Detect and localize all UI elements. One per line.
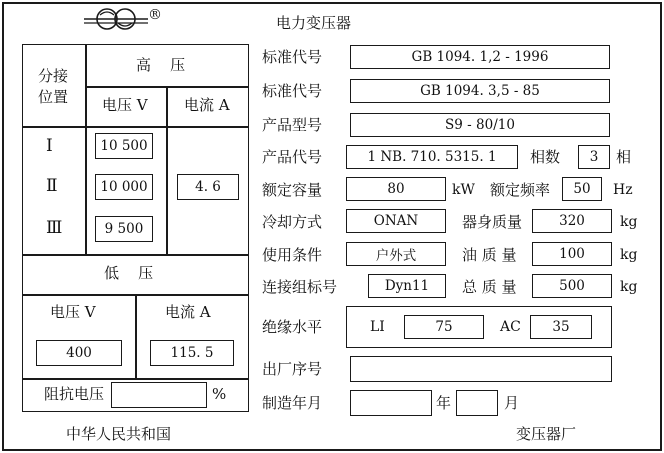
- body-mass-field[interactable]: 320: [532, 209, 612, 233]
- low-current-column-header: 电流 A: [165, 303, 211, 321]
- tap-voltage-3: 9 500: [95, 216, 153, 242]
- oil-mass-label: 油 质 量: [462, 246, 517, 264]
- voltage-column-header: 电压 V: [102, 96, 148, 114]
- product-code-field[interactable]: 1 NB. 710. 5315. 1: [346, 145, 518, 169]
- tap-voltage-1: 10 500: [95, 133, 153, 159]
- rated-capacity-label: 额定容量: [262, 181, 323, 199]
- phase-label: 相数: [530, 148, 561, 166]
- body-mass-label: 器身质量: [462, 213, 523, 231]
- insulation-level-label: 绝缘水平: [262, 318, 323, 336]
- phase-unit: 相: [616, 148, 632, 166]
- current-column-header: 电流 A: [184, 96, 230, 114]
- rated-capacity-unit: kW: [452, 182, 475, 198]
- high-current-value: 4. 6: [177, 174, 239, 200]
- ac-label: AC: [500, 319, 521, 335]
- impedance-unit: %: [212, 385, 227, 403]
- model-field[interactable]: S9 - 80/10: [350, 113, 610, 137]
- tap-position-3: Ⅲ: [46, 218, 63, 238]
- serial-number-label: 出厂序号: [262, 360, 323, 378]
- standard-code-field-1[interactable]: GB 1094. 1,2 - 1996: [350, 45, 610, 69]
- product-code-label: 产品代号: [262, 148, 323, 166]
- rated-frequency-field[interactable]: 50: [562, 177, 602, 201]
- model-label: 产品型号: [262, 116, 323, 134]
- cooling-method-label: 冷却方式: [262, 213, 323, 231]
- connection-group-field[interactable]: Dyn11: [368, 274, 446, 298]
- tap-position-1: Ⅰ: [46, 136, 53, 156]
- impedance-voltage-label: 阻抗电压: [44, 385, 105, 403]
- li-field[interactable]: 75: [404, 315, 484, 339]
- tap-position-2: Ⅱ: [46, 176, 58, 196]
- logo-emblem: [84, 6, 148, 32]
- total-mass-label: 总 质 量: [462, 278, 517, 296]
- high-voltage-header: 高 压: [136, 56, 186, 74]
- month-unit: 月: [504, 394, 520, 412]
- li-label: LI: [370, 319, 385, 335]
- body-mass-unit: kg: [620, 214, 638, 230]
- total-mass-field[interactable]: 500: [532, 274, 612, 298]
- total-mass-unit: kg: [620, 279, 638, 295]
- low-voltage-header: 低 压: [104, 264, 154, 282]
- connection-group-label: 连接组标号: [262, 278, 338, 296]
- low-current-value: 115. 5: [150, 340, 234, 366]
- usage-condition-label: 使用条件: [262, 246, 323, 264]
- factory-footer: 变压器厂: [516, 425, 577, 443]
- registered-mark: ®: [148, 7, 162, 23]
- low-voltage-column-header: 电压 V: [50, 303, 96, 321]
- standard-code-field-2[interactable]: GB 1094. 3,5 - 85: [350, 79, 610, 103]
- oil-mass-field[interactable]: 100: [532, 242, 612, 266]
- manufacture-year-field[interactable]: [350, 390, 432, 416]
- year-unit: 年: [436, 394, 452, 412]
- impedance-voltage-field[interactable]: [111, 382, 207, 408]
- rated-capacity-field[interactable]: 80: [346, 177, 446, 201]
- standard-code-label-2: 标准代号: [262, 82, 323, 100]
- tap-voltage-2: 10 000: [95, 174, 153, 200]
- ac-field[interactable]: 35: [530, 315, 592, 339]
- usage-condition-field[interactable]: 户外式: [346, 242, 446, 266]
- country-footer: 中华人民共和国: [66, 425, 172, 443]
- rated-frequency-label: 额定频率: [490, 181, 551, 199]
- low-voltage-value: 400: [36, 340, 122, 366]
- manufacture-date-label: 制造年月: [262, 394, 323, 412]
- standard-code-label-1: 标准代号: [262, 48, 323, 66]
- manufacture-month-field[interactable]: [456, 390, 498, 416]
- cooling-method-field[interactable]: ONAN: [346, 209, 446, 233]
- serial-number-field[interactable]: [350, 356, 612, 382]
- tap-position-header: 分接 位置: [37, 67, 68, 106]
- rated-frequency-unit: Hz: [613, 182, 633, 198]
- nameplate-title: 电力变压器: [276, 14, 352, 32]
- phase-field[interactable]: 3: [578, 145, 610, 169]
- oil-mass-unit: kg: [620, 247, 638, 263]
